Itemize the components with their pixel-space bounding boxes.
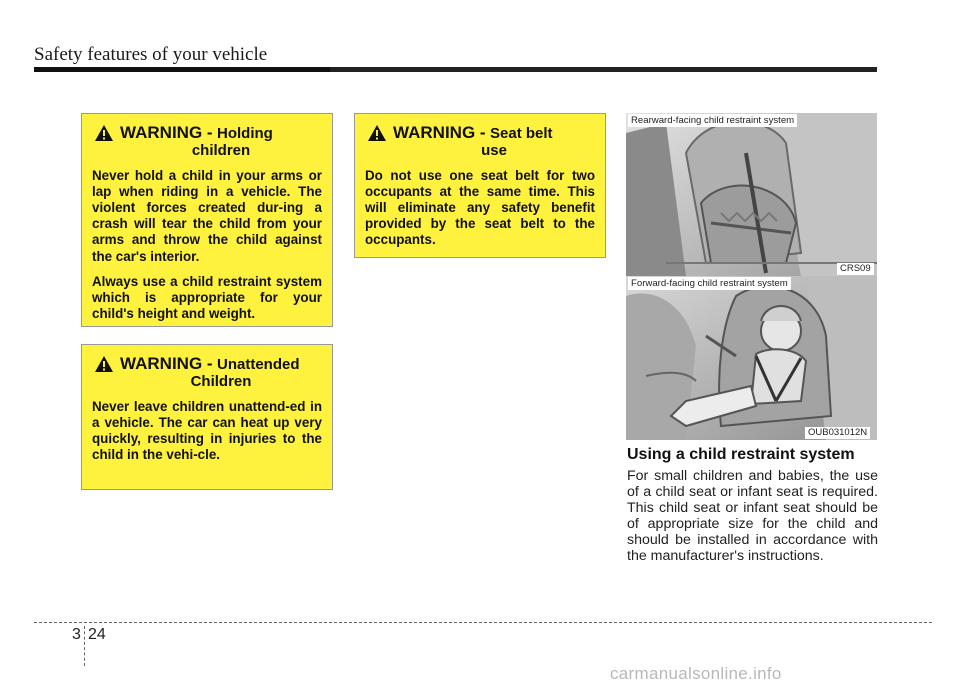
warning-triangle-icon	[94, 124, 114, 142]
warning-topic-line2: children	[191, 141, 251, 159]
warning-heading	[92, 124, 322, 159]
warning-topic-line1: Unattended	[217, 356, 300, 373]
warning-body	[92, 168, 322, 323]
watermark-text: carmanualsonline.info	[610, 664, 782, 683]
forward-seat-drawing	[626, 276, 877, 440]
warning-label: WARNING -	[120, 354, 213, 373]
rearward-figure-code: CRS09	[837, 263, 874, 275]
page-number: 24	[88, 626, 106, 643]
warning-heading	[365, 124, 595, 159]
warning-triangle-icon	[367, 124, 387, 142]
warning-box-unattended-children	[81, 344, 333, 490]
forward-figure-code: OUB031012N	[805, 427, 870, 439]
warning-label: WARNING -	[120, 123, 213, 142]
warning-body	[92, 399, 322, 464]
warning-heading	[92, 355, 322, 390]
footer-divider	[84, 626, 85, 666]
warning-body	[365, 168, 595, 249]
warning-topic-line1: Holding	[217, 125, 273, 142]
warning-paragraph: Always use a child restraint system which is appropriate for your child's height and weight.	[92, 273, 322, 322]
warning-paragraph: Never leave children unattend-ed in a vehicle. The car can heat up very quickly, resulting in injuries to the child in the vehi-cle.	[92, 398, 322, 463]
forward-facing-seat-illustration	[626, 276, 877, 440]
page-header-title: Safety features of your vehicle	[34, 44, 268, 65]
footer-rule	[34, 622, 932, 623]
section-title: Using a child restraint system	[627, 446, 855, 463]
chapter-number: 3	[72, 626, 81, 643]
warning-box-holding-children	[81, 113, 333, 327]
warning-label: WARNING -	[393, 123, 486, 142]
warning-paragraph: Do not use one seat belt for two occupants at the same time. This will eliminate any safety benefit provided by the seat belt to the occupants.	[365, 167, 595, 248]
warning-topic-line2: use	[481, 141, 507, 159]
header-rule	[34, 67, 877, 73]
warning-topic-line1: Seat belt	[490, 125, 553, 142]
rearward-seat-drawing	[626, 113, 877, 276]
warning-triangle-icon	[94, 355, 114, 373]
section-body: For small children and babies, the use of a child seat or infant seat is required. This child seat or infant seat should be of appropriate size for the child and should be installed in accordance with the manufacturer's instructions.	[627, 468, 878, 564]
warning-topic-line2: Children	[190, 372, 252, 390]
warning-paragraph: Never hold a child in your arms or lap when riding in a vehicle. The violent forces created dur-ing a crash will tear the child from your arms and throw the child against the car's interior.	[92, 167, 322, 264]
rearward-figure-label: Rearward-facing child restraint system	[628, 114, 797, 127]
warning-box-seat-belt-use	[354, 113, 606, 258]
forward-figure-label: Forward-facing child restraint system	[628, 277, 791, 290]
rearward-facing-seat-illustration	[626, 113, 877, 276]
